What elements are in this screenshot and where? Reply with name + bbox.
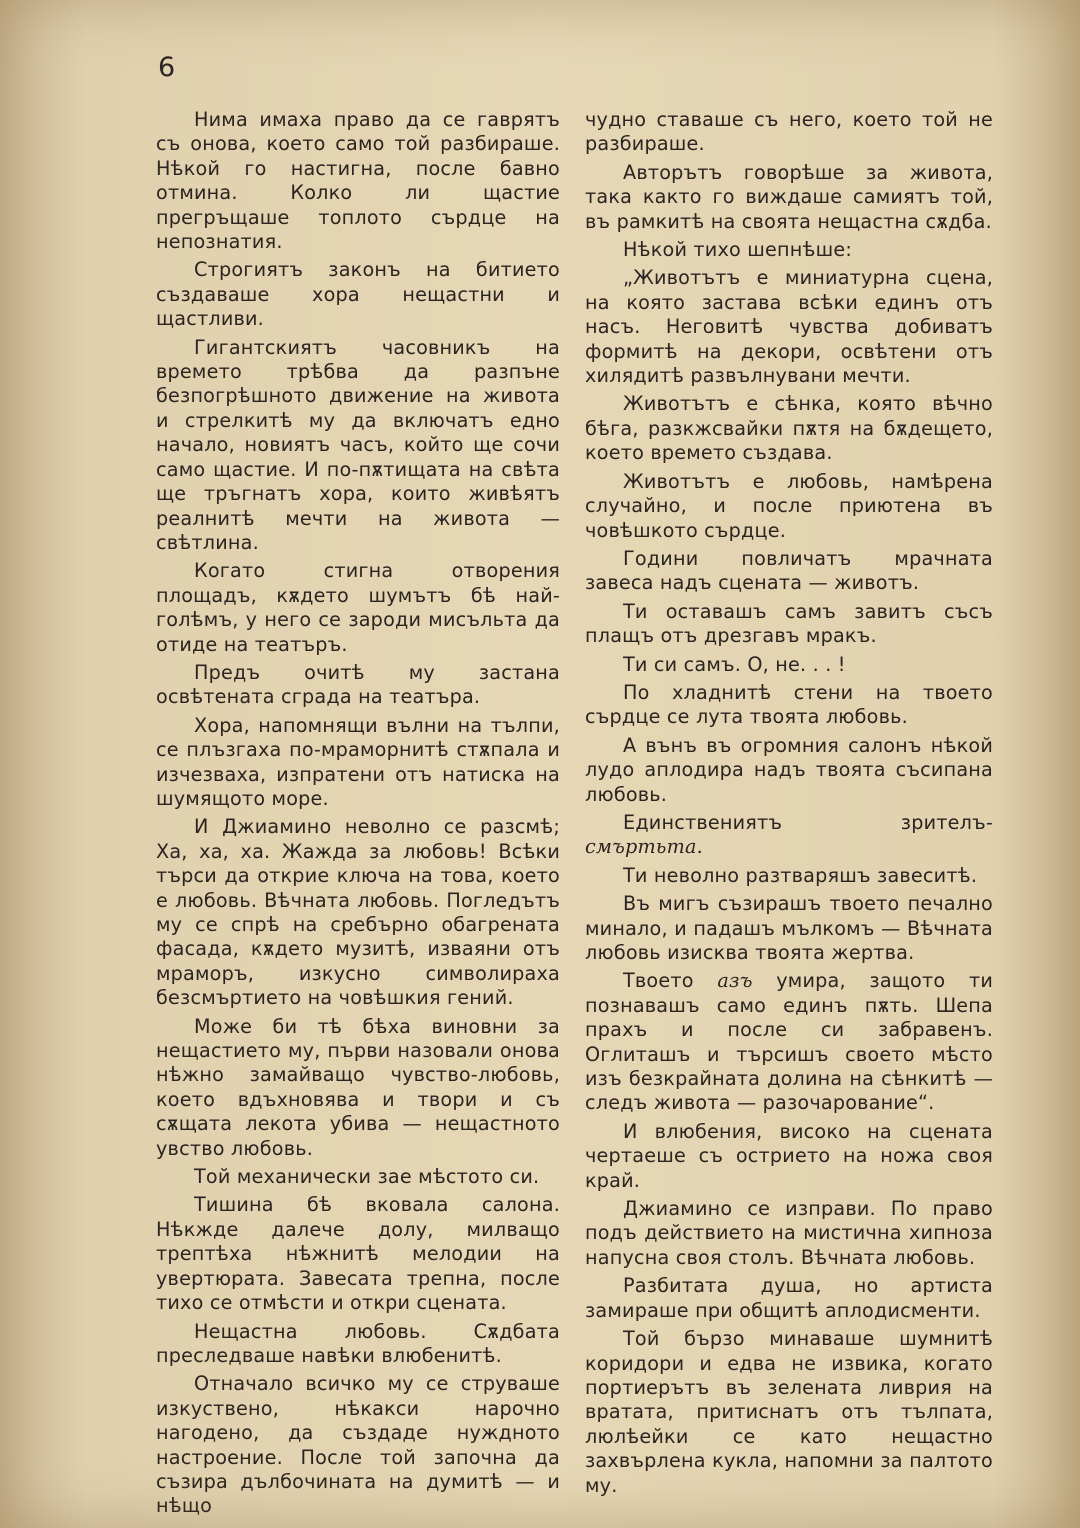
paragraph: Може би тѣ бѣха виновни за нещастието му, първи назовали онова нѣжно замайващо чувство-любовь, което вдъхновява и твори и съ сѫщата лекота убива — нещастното увство любовь.	[156, 1014, 560, 1160]
paragraph: Животътъ е любовь, намѣрена случайно, и после приютена въ човѣшкото сърдце.	[585, 469, 993, 542]
paragraph	[585, 969, 993, 1115]
page-number: 6	[158, 52, 176, 83]
paragraph: Гигантскиятъ часовникъ на времето трѣбва да разпъне безпогрѣшното движение на живота и стрелкитѣ му да включатъ едно начало, новиятъ часъ, който ще сочи само щастие. И по-пѫтищата на свѣта ще тръгнатъ хора, които живѣятъ реалнитѣ мечти на живота — свѣтлина.	[156, 335, 560, 554]
italic-word: азъ	[717, 969, 753, 993]
paragraph: Нещастна любовь. Сѫдбата преследваше навѣки влюбенитѣ.	[156, 1319, 560, 1367]
text-run: умира, защото ти познавашъ само единъ пѫть. Шепа прахъ и после си забравенъ. Оглиташъ и търсишъ своето мѣсто изъ безкрайната долина на сѣнкитѣ — следъ живота — разочарование“.	[585, 969, 993, 1115]
right-column	[585, 108, 993, 1502]
paragraph: Авторътъ говорѣше за живота, така както го виждаше самиятъ той, въ рамкитѣ на своята нещастна сѫдба.	[585, 160, 993, 233]
paragraph: Тишина бѣ вковала салона. Нѣкжде далече долу, милващо трептѣха нѣжнитѣ мелодии на увертюрата. Завесата трепна, после тихо се отмѣсти и откри сцената.	[156, 1193, 560, 1315]
paragraph: Отначало всичко му се струваше изкуствено, нѣкакси нарочно нагодено, да създаде нуждното настроение. После той започна да съзира дълбочината на думитѣ — и нѣщо	[156, 1372, 560, 1518]
paragraph: Когато стигна отворения площадъ, кѫдето шумътъ бѣ най-голѣмъ, у него се зароди мисъльта да отиде на театъръ.	[156, 559, 560, 656]
paragraph: Той бързо минаваше шумнитѣ коридори и едва не извика, когато портиерътъ въ зелената ливрия на вратата, притиснатъ отъ тълпата, люлѣейки се като нещастно захвърлена кукла, напомни за палтото му.	[585, 1327, 993, 1497]
paragraph: По хладнитѣ стени на твоето сърдце се лута твоята любовь.	[585, 680, 993, 729]
text-run: Единствениятъ зрителъ-	[623, 810, 993, 834]
paragraph: Ти неволно разтваряшъ завеситѣ.	[623, 863, 978, 887]
paragraph: Разбитата душа, но артиста замираше при общитѣ аплодисменти.	[585, 1274, 993, 1322]
left-column	[156, 108, 560, 1523]
paragraph: Въ мигъ съзирашъ твоето печално минало, и падашъ мълкомъ — Вѣчната любовь изисква твоята жертва.	[585, 892, 993, 964]
paragraph: И Джиамино неволно се разсмѣ; Ха, ха, ха. Жажда за любовь! Всѣки търси да открие ключа на това, което е любовь. Вѣчната любовь. Погледътъ му се спрѣ на сребърно обагрената фасада, кѫдето музитѣ, изваяни отъ мраморъ, изкусно символираха безсмъртието на човѣшкия гений.	[156, 815, 560, 1010]
paragraph: Нима имаха право да се гаврятъ съ онова, което само той разбираше. Нѣкой го настигна, после бавно отмина. Колко ли щастие прегръщаше топлото сърдце на непознатия.	[156, 108, 560, 254]
paragraph: И влюбения, високо на сцената чертаеше съ острието на ножа своя край.	[585, 1119, 993, 1192]
paragraph: Предъ очитѣ му застана освѣтената сграда на театъра.	[156, 660, 560, 709]
paragraph: Животътъ е сѣнка, която вѣчно бѣга, разкжсвайки пѫтя на бѫдещето, което времето създава.	[585, 392, 993, 465]
paragraph: А вънъ въ огромния салонъ нѣкой лудо аплодира надъ твоята съсипана любовь.	[585, 733, 993, 806]
text-run: Твоето	[623, 969, 718, 993]
paragraph: Ти си самъ. О, не. . . !	[623, 652, 846, 676]
paragraph: Джиамино се изправи. По право подъ действието на мистична хипноза напусна своя столъ. Вѣчната любовь.	[585, 1197, 993, 1269]
paragraph: Години повличатъ мрачната завеса надъ сцената — животъ.	[585, 546, 993, 595]
paragraph: Хора, напомнящи вълни на тълпи, се плъзгаха по-мраморнитѣ стѫпала и изчезваха, изпратени отъ натиска на шумящото море.	[156, 713, 560, 810]
paragraph: чудно ставаше съ него, което той не разбираше.	[585, 108, 993, 156]
paragraph: Нѣкой тихо шепнѣше:	[623, 238, 853, 262]
paragraph	[585, 811, 993, 860]
italic-word: смъртьта.	[585, 835, 703, 859]
paragraph: Ти оставашъ самъ завитъ съсъ плащъ отъ дрезгавъ мракъ.	[585, 599, 993, 648]
paragraph: Той механически зае мѣстото си.	[194, 1165, 540, 1189]
paragraph: Строгиятъ законъ на битието създаваше хора нещастни и щастливи.	[156, 258, 560, 331]
paragraph: „Животътъ е миниатурна сцена, на която застава всѣки единъ отъ насъ. Неговитѣ чувства добиватъ формитѣ на декори, освѣтени отъ хилядитѣ развълнувани мечти.	[585, 266, 993, 388]
